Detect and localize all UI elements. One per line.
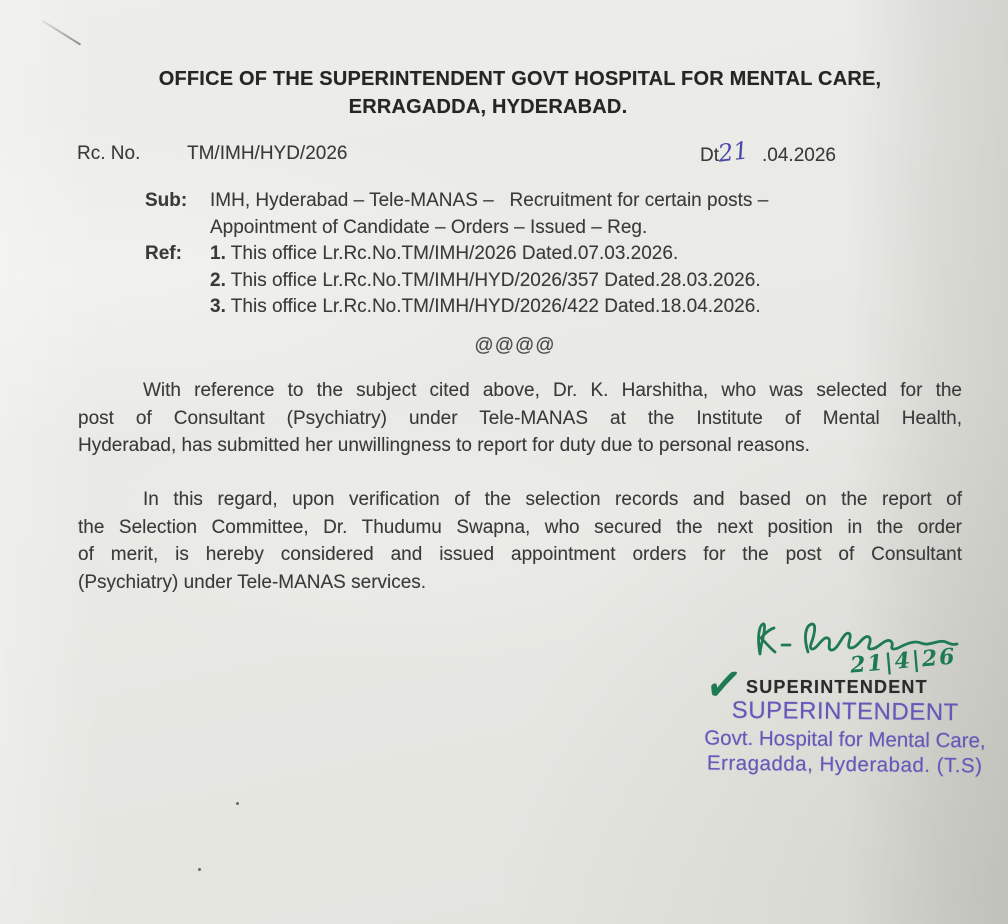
para1-line1: With reference to the subject cited above, Dr. K. Harshitha, who was selected for the bbox=[143, 380, 962, 401]
ref-item-3-text: This office Lr.Rc.No.TM/IMH/HYD/2026/422 Dated.18.04.2026. bbox=[230, 296, 761, 317]
ref-item-3-num: 3. bbox=[210, 296, 226, 317]
ref-item-1 bbox=[210, 243, 678, 265]
ref-item-3 bbox=[210, 296, 761, 318]
para1-line3: Hyderabad, has submitted her unwillingness to report for duty due to personal reasons. bbox=[78, 435, 810, 456]
subject-label: Sub: bbox=[145, 190, 188, 211]
checkmark-icon: ✓ bbox=[701, 654, 746, 715]
ink-speck bbox=[198, 868, 201, 871]
date-month-year: .04.2026 bbox=[762, 145, 836, 166]
date-label: Dt bbox=[700, 145, 719, 166]
rc-number: TM/IMH/HYD/2026 bbox=[187, 143, 348, 164]
ink-speck bbox=[236, 802, 239, 805]
body-paragraph-2 bbox=[78, 486, 962, 596]
office-title-line1: OFFICE OF THE SUPERINTENDENT GOVT HOSPITAL FOR MENTAL CARE, bbox=[158, 68, 882, 90]
stamp-office-name: Govt. Hospital for Mental Care, bbox=[704, 726, 986, 753]
stamp-designation: SUPERINTENDENT bbox=[731, 696, 959, 727]
section-separator: @@@@ bbox=[474, 335, 556, 356]
para2-line3: of merit, is hereby considered and issued appointment orders for the post of Consultant bbox=[78, 544, 962, 565]
rc-no-label: Rc. No. bbox=[77, 143, 141, 164]
ref-item-2-text: This office Lr.Rc.No.TM/IMH/HYD/2026/357 Dated.28.03.2026. bbox=[230, 270, 761, 291]
ref-item-1-text: This office Lr.Rc.No.TM/IMH/2026 Dated.07.03.2026. bbox=[230, 243, 679, 264]
para2-line2: the Selection Committee, Dr. Thudumu Swapna, who secured the next position in the order bbox=[78, 516, 962, 538]
para2-line1: In this regard, upon verification of the selection records and based on the report of bbox=[143, 489, 962, 510]
ref-item-2-num: 2. bbox=[210, 270, 226, 291]
pen-scratch-mark bbox=[42, 20, 81, 46]
handwritten-day-ink: 21 bbox=[716, 136, 751, 168]
office-title-line2: ERRAGADDA, HYDERABAD. bbox=[348, 96, 628, 118]
para2-line4: (Psychiatry) under Tele-MANAS services. bbox=[78, 571, 427, 593]
stamp-location: Erragadda, Hyderabad. (T.S) bbox=[706, 751, 983, 778]
para1-line2: post of Consultant (Psychiatry) under Tele-MANAS at the Institute of Mental Health, bbox=[78, 407, 962, 429]
subject-line1: IMH, Hyderabad – Tele-MANAS – Recruitment for certain posts – bbox=[210, 190, 769, 211]
ref-item-1-num: 1. bbox=[210, 243, 226, 264]
office-stamp bbox=[690, 696, 1001, 778]
signature-date-ink: 21|4|26 bbox=[849, 643, 958, 679]
body-paragraph-1 bbox=[78, 377, 962, 460]
ref-item-2 bbox=[210, 270, 761, 292]
ref-label: Ref: bbox=[145, 243, 182, 264]
printed-designation: SUPERINTENDENT bbox=[746, 677, 928, 697]
subject-line2: Appointment of Candidate – Orders – Issued – Reg. bbox=[210, 217, 648, 238]
